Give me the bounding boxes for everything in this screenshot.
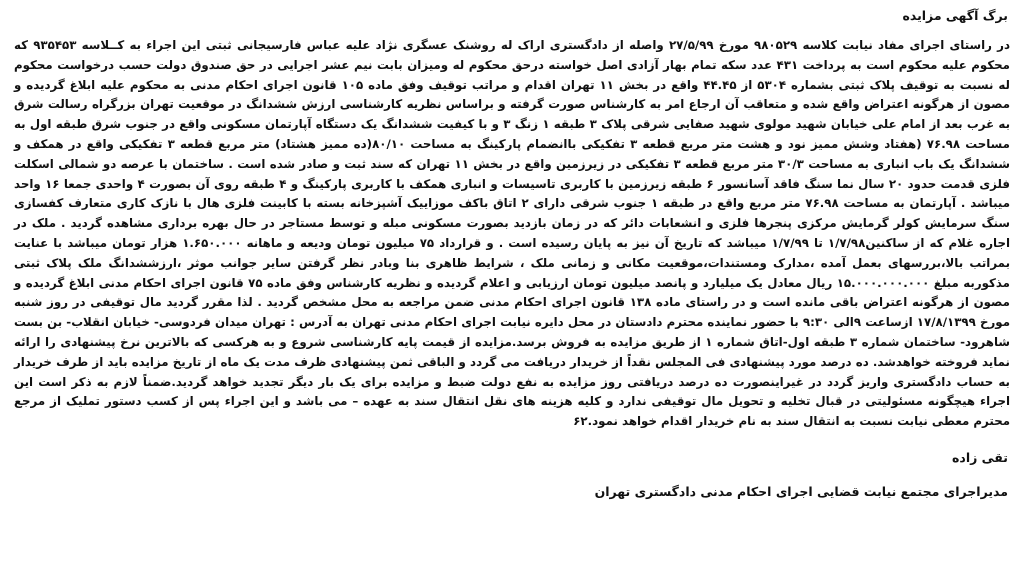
document-title: برگ آگهی مزایده: [902, 8, 1008, 23]
document-page: [14, 6, 1010, 581]
signer-name: تقی زاده: [952, 449, 1008, 465]
document-body: در راستای اجرای مفاد نیابت کلاسه ۹۸۰۵۲۹ مورخ ۲۷/۵/۹۹ واصله از دادگستری اراک له روشنک عسگری نژاد علیه عباس فارسیجانی ثبتی این اجراء به کــلاسه ۹۳۵۴۵۳ که محکوم علیه محکوم است به پرداخت ۴۳۱ عدد سکه تمام بهار آزادی اصل خواسته درحق محکوم له ومیزان بابت نیم عشر اجرایی در حق صندوق دولت حسب درخواست محکوم له نسبت به توقیف پلاک ثبتی بشماره ۵۳۰۴ از ۴۴.۴۵ واقع در بخش ۱۱ تهران اقدام و مراتب توقیف وفق ماده ۱۰۵ قانون اجرای احکام مدنی به محکوم علیه ابلاغ گردیده و مصون از هرگونه اعتراض واقع شده و متعاقب آن ارجاع امر به کارشناس صورت گرفته و براساس نظریه کارشناسی ارزش ششدانگ در موقعیت تهران بزرگراه رسالت شرق به غرب بعد از امام علی خیابان شهید مولوی شهید صفایی شرقی پلاک ۳ طبقه ۱ زنگ ۳ و با کیفیت ششدانگ یک دستگاه آپارتمان مسکونی واقع در جنوب شرق طبقه اول به مساحت ۷۶.۹۸ (هفتاد وشش ممیز نود و هشت متر مربع قطعه ۳ تفکیکی باانضمام پارکینگ به مساحت ۸۰/۱۰(ده ممیز هشتاد) متر مربع قطعه ۳ تفکیکی واقع در همکف و ششدانگ یک باب انباری به مساحت ۳۰/۳ متر مربع قطعه ۳ تفکیکی در زیرزمین واقع در بخش ۱۱ تهران که سند ثبت و صادر شده است . ساختمان با عرصه دو شمالی اسکلت فلزی قدمت حدود ۲۰ سال نما سنگ فاقد آسانسور ۶ طبقه زیرزمین با کاربری تاسیسات و انباری همکف با کاربری پارکینگ و ۴ طبقه روی آن بصورت ۴ واحدی جمعا ۱۶ واحد میباشد . آپارتمان به مساحت ۷۶.۹۸ متر مربع واقع در طبقه ۱ جنوب شرقی دارای ۲ اتاق باکف موزاییک آشپزخانه بسته با کابینت فلزی هال با نازک کاری متعارف کفسازی سنگ سرمایش کولر گرمایش مرکزی پنجرها فلزی و انشعابات دائر که در زمان بازدید بصورت مسکونی مبله و توسط مستاجر در حال بهره برداری مشاهده گردید . ملک در اجاره غلام که از ساکنین۱/۷/۹۸ تا ۱/۷/۹۹ میباشد که تاریخ آن نیز به پایان رسیده است . و قرارداد ۷۵ میلیون تومان ودیعه و ماهانه ۱.۶۵۰.۰۰۰ هزار تومان میباشد با عنایت بمراتب بالا،بررسهای بعمل آمده ،مدارک ومستندات،موقعیت مکانی و زمانی ملک ، شرایط ظاهری بنا وبادر نظر گرفتن سایر جوانب موثر ،ارزششدانگ ملک پلاک ثبتی مذکوربه مبلغ ۱۵.۰۰۰.۰۰۰.۰۰۰ ریال معادل یک میلیارد و پانصد میلیون تومان ارزیابی و اعلام گردیده و نظریه کارشناس وفق ماده ۷۵ قانون اجرای احکام مدنی ابلاغ گردیده و مصون از هرگونه اعتراض باقی مانده است و در راستای ماده ۱۳۸ قانون اجرای احکام مدنی ضمن مراجعه به محل مشخص گردید . لذا مقرر گردید مال توقیفی در روز شنبه مورخ ۱۷/۸/۱۳۹۹ ازساعت ۹الی ۹:۳۰ با حضور نماینده محترم دادستان در محل دایره نیابت اجرای احکام مدنی تهران به آدرس : تهران میدان فردوسی- خیابان انقلاب- بن بست شاهرود- ساختمان شماره ۳ طبقه اول-اتاق شماره ۱ از طریق مزایده به فروش برسد.مزایده از قیمت پایه کارشناسی شروع و به هرکسی که بالاترین نرخ پیشنهادی را ارائه نماید فروخته خواهدشد. ده درصد مورد پیشنهادی فی المجلس نقداً از خریدار دریافت می گردد و الباقی ثمن پیشنهادی ظرف مدت یک ماه از تاریخ مزایده باید از طرف خریدار به حساب دادگستری واریز گردد در غیراینصورت ده درصد دریافتی روز مزایده به نفع دولت ضبط و مزایده برای یک بار دیگر تجدید خواهد گردید.ضمناً لازم به ذکر است این اجراء هیچگونه مسئولیتی در قبال تخلیه و تحویل مال توقیفی ندارد و کلیه هزینه های نقل انتقال سند به عهده – می باشد و این اجراء پس از کسب دستور تملیک از مرجع محترم معطی نیابت نسبت به انتقال سند به نام خریدار اقدام خواهد نمود.۶۲: [14, 38, 1011, 429]
issuer-title: مدیراجرای مجتمع نیابت قضایی اجرای احکام مدنی دادگستری تهران: [594, 483, 1008, 499]
